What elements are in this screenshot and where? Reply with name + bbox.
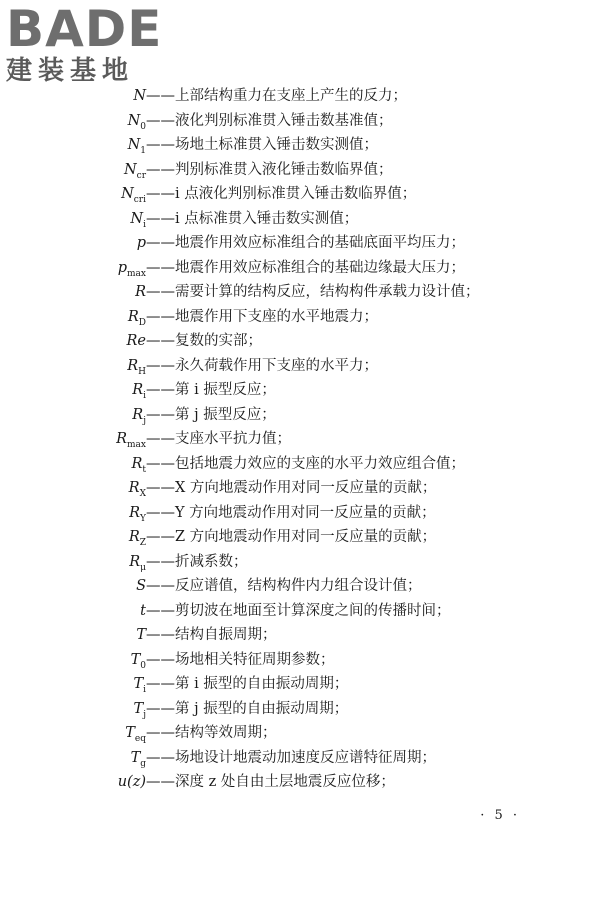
symbol-letter: N (121, 186, 134, 202)
symbol (136, 574, 146, 598)
symbol-letter: N (127, 112, 141, 129)
symbol-description: ——第 j 振型反应； (146, 406, 276, 423)
symbol-row (0, 403, 600, 427)
symbol-subscript: D (138, 317, 146, 328)
symbol-row (0, 207, 600, 231)
symbol-letter: R (132, 406, 144, 423)
symbol-letter: R (128, 480, 140, 496)
symbol-row (0, 109, 600, 133)
symbol-description: ——结构等效周期； (146, 725, 277, 741)
symbol-letter: u(z) (117, 774, 146, 790)
symbol-row (0, 697, 600, 721)
symbol-row (0, 672, 600, 696)
symbol-description: ——场地相关特征周期参数； (146, 651, 335, 668)
symbol-subscript: i (143, 684, 146, 695)
symbol-letter: T (130, 749, 141, 766)
symbol-subscript: cr (136, 170, 146, 181)
symbol-description: ——第 j 振型的自由振动周期； (146, 700, 349, 717)
symbol-description: ——深度 z 处自由土层地震反应位移； (146, 774, 395, 790)
symbol-row (0, 452, 600, 476)
symbol-row (0, 574, 600, 598)
symbol-row (0, 182, 600, 206)
symbol-description: ——结构自振周期； (146, 627, 277, 643)
symbol-description: ——折减系数； (146, 553, 248, 570)
symbol-subscript: t (142, 464, 146, 475)
symbol-row (0, 721, 600, 745)
symbol-row (0, 354, 600, 378)
logo-wordmark: BADE (6, 0, 163, 58)
symbol-subscript: Z (139, 537, 146, 548)
symbol-subscript: j (143, 415, 146, 426)
symbol-subscript: max (127, 268, 146, 279)
symbol-description: ——上部结构重力在支座上产生的反力； (146, 88, 407, 104)
logo-subtitle: 建装基地 (6, 56, 135, 86)
symbol-row (0, 623, 600, 647)
symbol-description: ——地震作用效应标准组合的基础底面平均压力； (146, 235, 465, 251)
symbol-row (0, 158, 600, 182)
symbol-letter: Re (126, 333, 146, 349)
symbol-row (0, 329, 600, 353)
page-number: · 5 · (480, 808, 520, 823)
symbol-letter: T (133, 700, 144, 717)
symbol-description: ——反应谱值，结构构件内力组合设计值； (146, 578, 422, 594)
symbol (136, 623, 146, 647)
symbol-description: ——i 点标准贯入锤击数实测值； (146, 210, 359, 227)
symbol-subscript: X (139, 488, 146, 499)
symbol-letter: T (125, 725, 135, 741)
symbol-row (0, 427, 600, 451)
symbol-letter: N (123, 161, 137, 178)
symbol-description: ——需要计算的结构反应，结构构件承载力设计值； (146, 284, 480, 300)
symbol-subscript: i (143, 219, 146, 230)
symbol-row (0, 501, 600, 525)
symbol-subscript: eq (134, 733, 146, 744)
symbol-letter: T (133, 676, 144, 692)
symbol-description: ——判别标准贯入液化锤击数临界值； (146, 161, 393, 178)
symbol-row (0, 525, 600, 549)
symbol-subscript: cri (133, 194, 146, 205)
symbol-subscript: 0 (140, 121, 146, 132)
symbol-subscript: 0 (140, 660, 146, 671)
symbol-letter: p (117, 259, 128, 276)
symbol-description: ——液化判别标准贯入锤击数基准值； (146, 112, 393, 129)
symbol-letter: T (136, 627, 146, 643)
symbol-letter: R (132, 382, 144, 398)
symbol-subscript: i (143, 390, 146, 401)
symbol-letter: p (136, 235, 146, 251)
symbol-letter: R (129, 553, 141, 570)
symbol-row (0, 378, 600, 402)
symbol-subscript: max (127, 439, 146, 450)
symbol-description: ——Y 方向地震动作用对同一反应量的贡献； (146, 504, 436, 521)
symbol-description: ——场地土标准贯入锤击数实测值； (146, 137, 378, 153)
symbol-subscript: Y (140, 513, 146, 524)
symbol-letter: R (116, 431, 128, 447)
symbol-description: ——地震作用下支座的水平地震力； (146, 308, 378, 325)
symbol-row (0, 599, 600, 623)
symbol-description: ——地震作用效应标准组合的基础边缘最大压力； (146, 259, 465, 276)
symbol-description: ——剪切波在地面至计算深度之间的传播时间； (146, 602, 451, 619)
symbol-row (0, 770, 600, 794)
symbol-letter: T (130, 651, 141, 668)
symbol-letter: R (131, 455, 143, 472)
symbol-description: ——复数的实部； (146, 333, 262, 349)
symbol-description: ——场地设计地震动加速度反应谱特征周期； (146, 749, 436, 766)
symbol-description: ——包括地震力效应的支座的水平力效应组合值； (146, 455, 465, 472)
symbol-letter: N (133, 88, 146, 104)
symbol-subscript: μ (140, 562, 146, 573)
symbol (137, 231, 146, 255)
symbol (135, 280, 146, 304)
symbol-subscript: H (138, 366, 146, 377)
symbol-row (0, 746, 600, 770)
symbol-letter: R (127, 308, 139, 325)
symbol-row (0, 133, 600, 157)
symbol-subscript: 1 (140, 145, 146, 156)
symbol-description: ——i 点液化判别标准贯入锤击数临界值； (146, 186, 417, 202)
symbol-row (0, 256, 600, 280)
symbol-row (0, 648, 600, 672)
symbol (127, 329, 147, 353)
symbol-description: ——Z 方向地震动作用对同一反应量的贡献； (146, 529, 437, 545)
symbol-description: ——第 i 振型反应； (146, 382, 276, 398)
symbol-row (0, 550, 600, 574)
symbol-description: ——支座水平抗力值； (146, 431, 291, 447)
symbol-description: ——X 方向地震动作用对同一反应量的贡献； (146, 480, 437, 496)
symbol-row (0, 476, 600, 500)
symbol-row (0, 280, 600, 304)
symbol (118, 770, 146, 794)
symbol-row (0, 84, 600, 108)
symbol-letter: t (140, 602, 146, 619)
symbol-letter: N (130, 210, 144, 227)
symbol-description: ——永久荷载作用下支座的水平力； (146, 357, 378, 374)
symbol-letter: R (128, 529, 140, 545)
symbol-letter: S (136, 578, 146, 594)
symbol-letter: R (135, 284, 146, 300)
symbol-subscript: j (143, 709, 146, 720)
symbol-row (0, 231, 600, 255)
symbol-row (0, 305, 600, 329)
symbol-letter: N (127, 137, 141, 153)
symbol-letter: R (127, 357, 139, 374)
symbol (133, 84, 146, 108)
symbol-letter: R (129, 504, 141, 521)
symbol-subscript: g (140, 758, 146, 769)
symbol-description: ——第 i 振型的自由振动周期； (146, 676, 349, 692)
publisher-logo (6, 2, 176, 92)
